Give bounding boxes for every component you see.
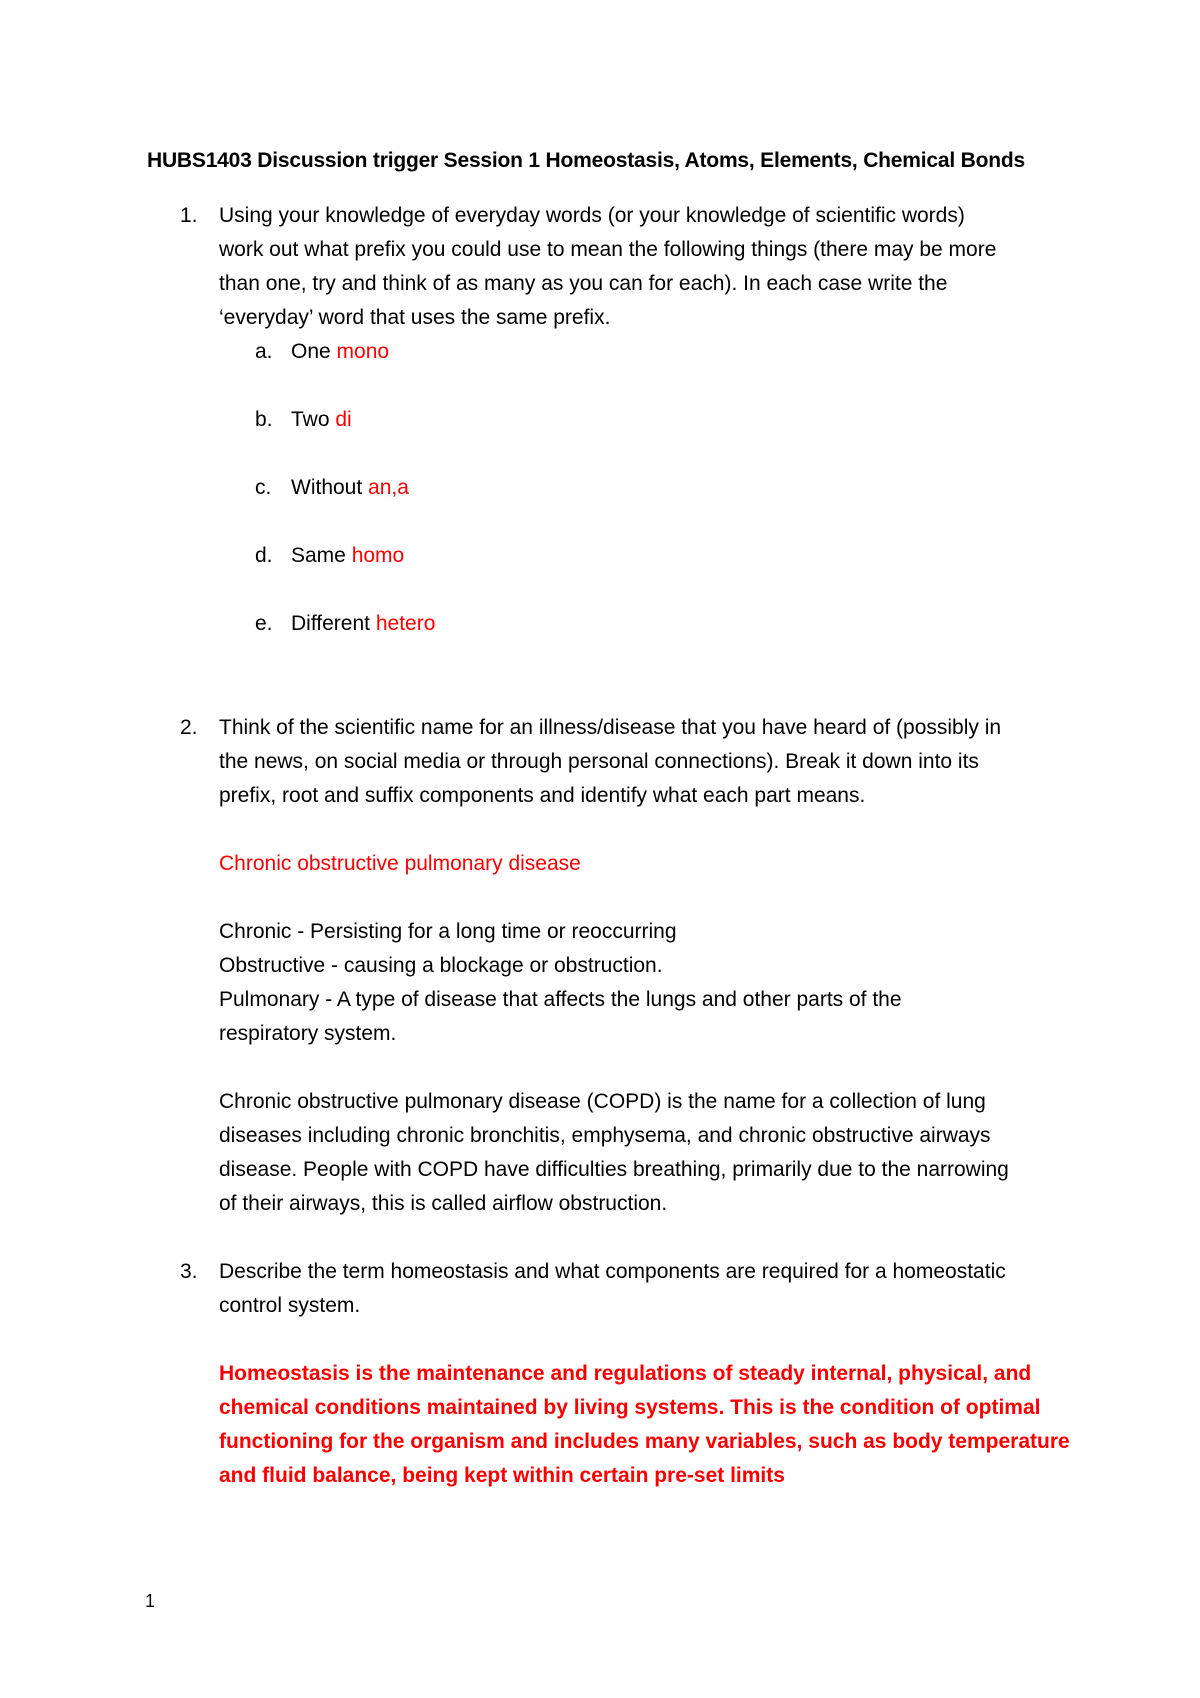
question-2-text: [219, 711, 1079, 813]
item-e-answer: hetero: [375, 612, 436, 635]
question-3-answer: [219, 1357, 1079, 1493]
question-3-line: Describe the term homeostasis and what components are required for a homeostatic: [219, 1260, 1006, 1283]
question-1-line: work out what prefix you could use to mean the following things (there may be more: [219, 238, 997, 261]
question-3-text: [219, 1255, 1079, 1323]
item-c-answer: an,a: [368, 476, 409, 499]
question-2-answer-title: Chronic obstructive pulmonary disease: [219, 852, 581, 875]
question-2-explanation: [219, 1085, 1079, 1221]
answer-line: Homeostasis is the maintenance and regulations of steady internal, physical, and: [219, 1362, 1032, 1385]
item-a-letter: a.: [255, 340, 273, 363]
explanation-line: diseases including chronic bronchitis, emphysema, and chronic obstructive airways: [219, 1124, 991, 1147]
question-2-line: prefix, root and suffix components and identify what each part means.: [219, 784, 866, 807]
item-d-answer: homo: [351, 544, 405, 567]
item-b: [291, 408, 352, 432]
question-2-line: Think of the scientific name for an illness/disease that you have heard of (possibly in: [219, 716, 1002, 739]
item-e-label: Different: [291, 612, 370, 635]
question-2-line: the news, on social media or through personal connections). Break it down into its: [219, 750, 979, 773]
definition-line: respiratory system.: [219, 1022, 397, 1045]
question-1-number: 1.: [180, 204, 198, 227]
definition-line: Pulmonary - A type of disease that affects the lungs and other parts of the: [219, 988, 902, 1011]
question-1-line: than one, try and think of as many as you can for each). In each case write the: [219, 272, 948, 295]
document-title: HUBS1403 Discussion trigger Session 1 Homeostasis, Atoms, Elements, Chemical Bonds: [147, 149, 1025, 172]
question-3-line: control system.: [219, 1294, 361, 1317]
question-1-line: ‘everyday’ word that uses the same prefix.: [219, 306, 611, 329]
explanation-line: of their airways, this is called airflow obstruction.: [219, 1192, 668, 1215]
question-3-number: 3.: [180, 1260, 198, 1283]
item-e: [291, 612, 435, 636]
definition-line: Obstructive - causing a blockage or obstruction.: [219, 954, 663, 977]
item-d-label: Same: [291, 544, 346, 567]
item-a: [291, 340, 389, 364]
item-c-label: Without: [291, 476, 363, 499]
definition-line: Chronic - Persisting for a long time or reoccurring: [219, 920, 677, 943]
item-b-letter: b.: [255, 408, 273, 431]
question-2-definitions: [219, 915, 1079, 1051]
question-2-number: 2.: [180, 716, 198, 739]
page-number: 1: [145, 1591, 156, 1611]
explanation-line: Chronic obstructive pulmonary disease (COPD) is the name for a collection of lung: [219, 1090, 986, 1113]
item-b-answer: di: [335, 408, 352, 431]
question-1-text: [219, 199, 1079, 335]
item-c: [291, 476, 409, 500]
item-a-answer: mono: [336, 340, 390, 363]
item-d-letter: d.: [255, 544, 273, 567]
item-d: [291, 544, 404, 568]
answer-line: functioning for the organism and includes many variables, such as body temperature: [219, 1430, 1070, 1453]
answer-line: and fluid balance, being kept within certain pre-set limits: [219, 1464, 785, 1487]
item-c-letter: c.: [255, 476, 272, 499]
answer-line: chemical conditions maintained by living systems. This is the condition of optimal: [219, 1396, 1041, 1419]
explanation-line: disease. People with COPD have difficulties breathing, primarily due to the narrowing: [219, 1158, 1009, 1181]
item-e-letter: e.: [255, 612, 273, 635]
item-a-label: One: [291, 340, 331, 363]
question-1-line: Using your knowledge of everyday words (or your knowledge of scientific words): [219, 204, 965, 227]
item-b-label: Two: [291, 408, 330, 431]
